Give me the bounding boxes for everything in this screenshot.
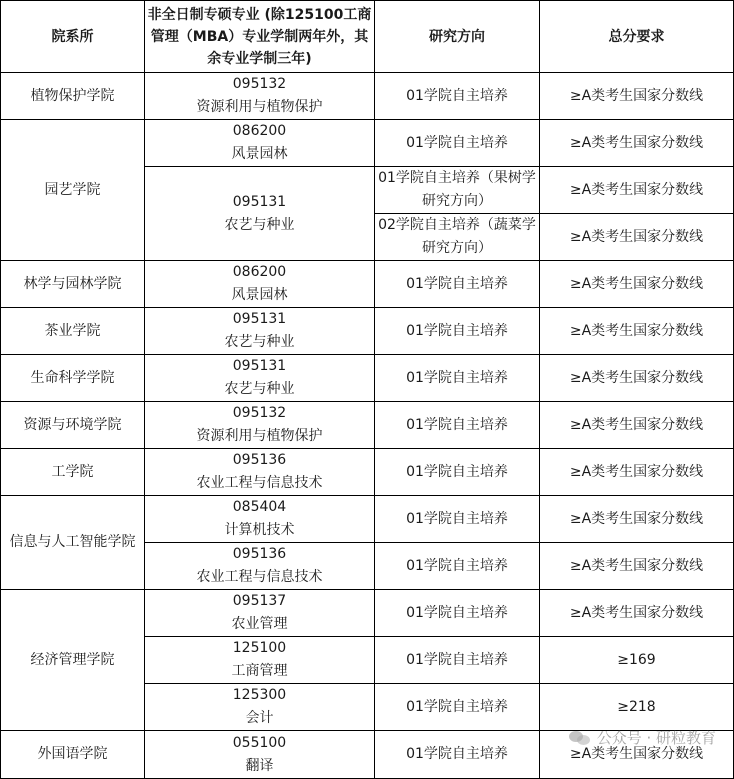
college-cell: 外国语学院 xyxy=(1,731,145,779)
table-row xyxy=(1,120,734,167)
score-cell: ≥A类考生国家分数线 xyxy=(540,214,734,261)
major-code: 086200 xyxy=(232,123,287,139)
major-code: 125300 xyxy=(232,687,287,703)
college-cell: 园艺学院 xyxy=(1,120,145,261)
major-code: 085404 xyxy=(232,499,287,515)
direction-cell: 01学院自主培养 xyxy=(375,308,540,355)
table-header-row xyxy=(1,1,734,73)
college-cell: 生命科学学院 xyxy=(1,355,145,402)
college-cell: 茶业学院 xyxy=(1,308,145,355)
direction-cell: 01学院自主培养 xyxy=(375,637,540,684)
score-cell: ≥A类考生国家分数线 xyxy=(540,496,734,543)
major-code: 095132 xyxy=(232,76,287,92)
direction-cell: 01学院自主培养 xyxy=(375,355,540,402)
major-code: 095136 xyxy=(232,546,287,562)
major-name: 农艺与种业 xyxy=(224,216,295,233)
table-row xyxy=(1,590,734,637)
major-cell xyxy=(145,73,375,120)
direction-cell: 01学院自主培养 xyxy=(375,684,540,731)
major-name: 计算机技术 xyxy=(224,522,295,538)
major-code: 125100 xyxy=(232,640,287,656)
major-name: 资源利用与植物保护 xyxy=(196,428,323,444)
direction-cell: 01学院自主培养 xyxy=(375,73,540,120)
major-code: 055100 xyxy=(232,734,287,751)
major-cell xyxy=(145,261,375,308)
table-row xyxy=(1,449,734,496)
direction-cell: 01学院自主培养 xyxy=(375,590,540,637)
major-name: 农艺与种业 xyxy=(224,334,295,350)
score-cell: ≥A类考生国家分数线 xyxy=(540,308,734,355)
major-code: 095137 xyxy=(232,593,287,609)
table-row xyxy=(1,261,734,308)
college-cell: 经济管理学院 xyxy=(1,590,145,731)
header-score: 总分要求 xyxy=(540,1,734,73)
direction-cell: 01学院自主培养 xyxy=(375,402,540,449)
major-cell xyxy=(145,590,375,637)
score-cell: ≥169 xyxy=(540,637,734,684)
table-row xyxy=(1,731,734,779)
major-cell xyxy=(145,120,375,167)
major-code: 095136 xyxy=(232,452,287,468)
major-code: 095131 xyxy=(232,358,287,374)
major-code: 086200 xyxy=(232,264,287,280)
major-cell xyxy=(145,684,375,731)
major-name: 风景园林 xyxy=(231,146,288,162)
major-name: 翻译 xyxy=(245,757,274,774)
direction-cell: 02学院自主培养（蔬菜学研究方向） xyxy=(375,214,540,261)
major-name: 农艺与种业 xyxy=(224,381,295,397)
major-cell xyxy=(145,402,375,449)
major-name: 农业工程与信息技术 xyxy=(196,569,323,585)
score-cell: ≥A类考生国家分数线 xyxy=(540,120,734,167)
table-row xyxy=(1,355,734,402)
major-name: 会计 xyxy=(245,710,274,726)
watermark-text: 公众号 · 研粒教育 xyxy=(596,729,716,747)
header-college: 院系所 xyxy=(1,1,145,73)
college-cell: 植物保护学院 xyxy=(1,73,145,120)
direction-cell: 01学院自主培养 xyxy=(375,731,540,779)
direction-cell: 01学院自主培养 xyxy=(375,449,540,496)
score-cell: ≥A类考生国家分数线 xyxy=(540,449,734,496)
header-direction: 研究方向 xyxy=(375,1,540,73)
major-cell xyxy=(145,167,375,261)
direction-cell: 01学院自主培养 xyxy=(375,261,540,308)
major-name: 风景园林 xyxy=(231,287,288,303)
table-row xyxy=(1,402,734,449)
major-cell xyxy=(145,731,375,779)
major-cell xyxy=(145,355,375,402)
college-cell: 资源与环境学院 xyxy=(1,402,145,449)
major-code: 095131 xyxy=(232,193,287,210)
table-row xyxy=(1,73,734,120)
major-name: 农业管理 xyxy=(231,616,288,632)
college-cell: 工学院 xyxy=(1,449,145,496)
direction-cell: 01学院自主培养 xyxy=(375,543,540,590)
major-cell xyxy=(145,543,375,590)
direction-cell: 01学院自主培养（果树学研究方向） xyxy=(375,167,540,214)
major-cell xyxy=(145,308,375,355)
direction-cell: 01学院自主培养 xyxy=(375,120,540,167)
score-cell: ≥A类考生国家分数线 xyxy=(540,261,734,308)
score-cell: ≥218 xyxy=(540,684,734,731)
score-cell: ≥A类考生国家分数线 xyxy=(540,731,734,779)
table-row xyxy=(1,496,734,543)
major-name: 资源利用与植物保护 xyxy=(196,99,323,115)
score-cell: ≥A类考生国家分数线 xyxy=(540,355,734,402)
score-cell: ≥A类考生国家分数线 xyxy=(540,402,734,449)
major-cell xyxy=(145,637,375,684)
major-code: 095131 xyxy=(232,311,287,327)
college-cell: 信息与人工智能学院 xyxy=(1,496,145,590)
major-code: 095132 xyxy=(232,405,287,421)
direction-cell: 01学院自主培养 xyxy=(375,496,540,543)
score-cell: ≥A类考生国家分数线 xyxy=(540,590,734,637)
score-cell: ≥A类考生国家分数线 xyxy=(540,543,734,590)
college-cell: 林学与园林学院 xyxy=(1,261,145,308)
table-row xyxy=(1,308,734,355)
major-cell xyxy=(145,496,375,543)
major-name: 农业工程与信息技术 xyxy=(196,475,323,491)
header-major: 非全日制专硕专业 (除125100工商管理（MBA）专业学制两年外，其余专业学制三年) xyxy=(145,1,375,73)
score-cell: ≥A类考生国家分数线 xyxy=(540,167,734,214)
major-name: 工商管理 xyxy=(231,663,288,679)
score-cell: ≥A类考生国家分数线 xyxy=(540,73,734,120)
major-cell xyxy=(145,449,375,496)
